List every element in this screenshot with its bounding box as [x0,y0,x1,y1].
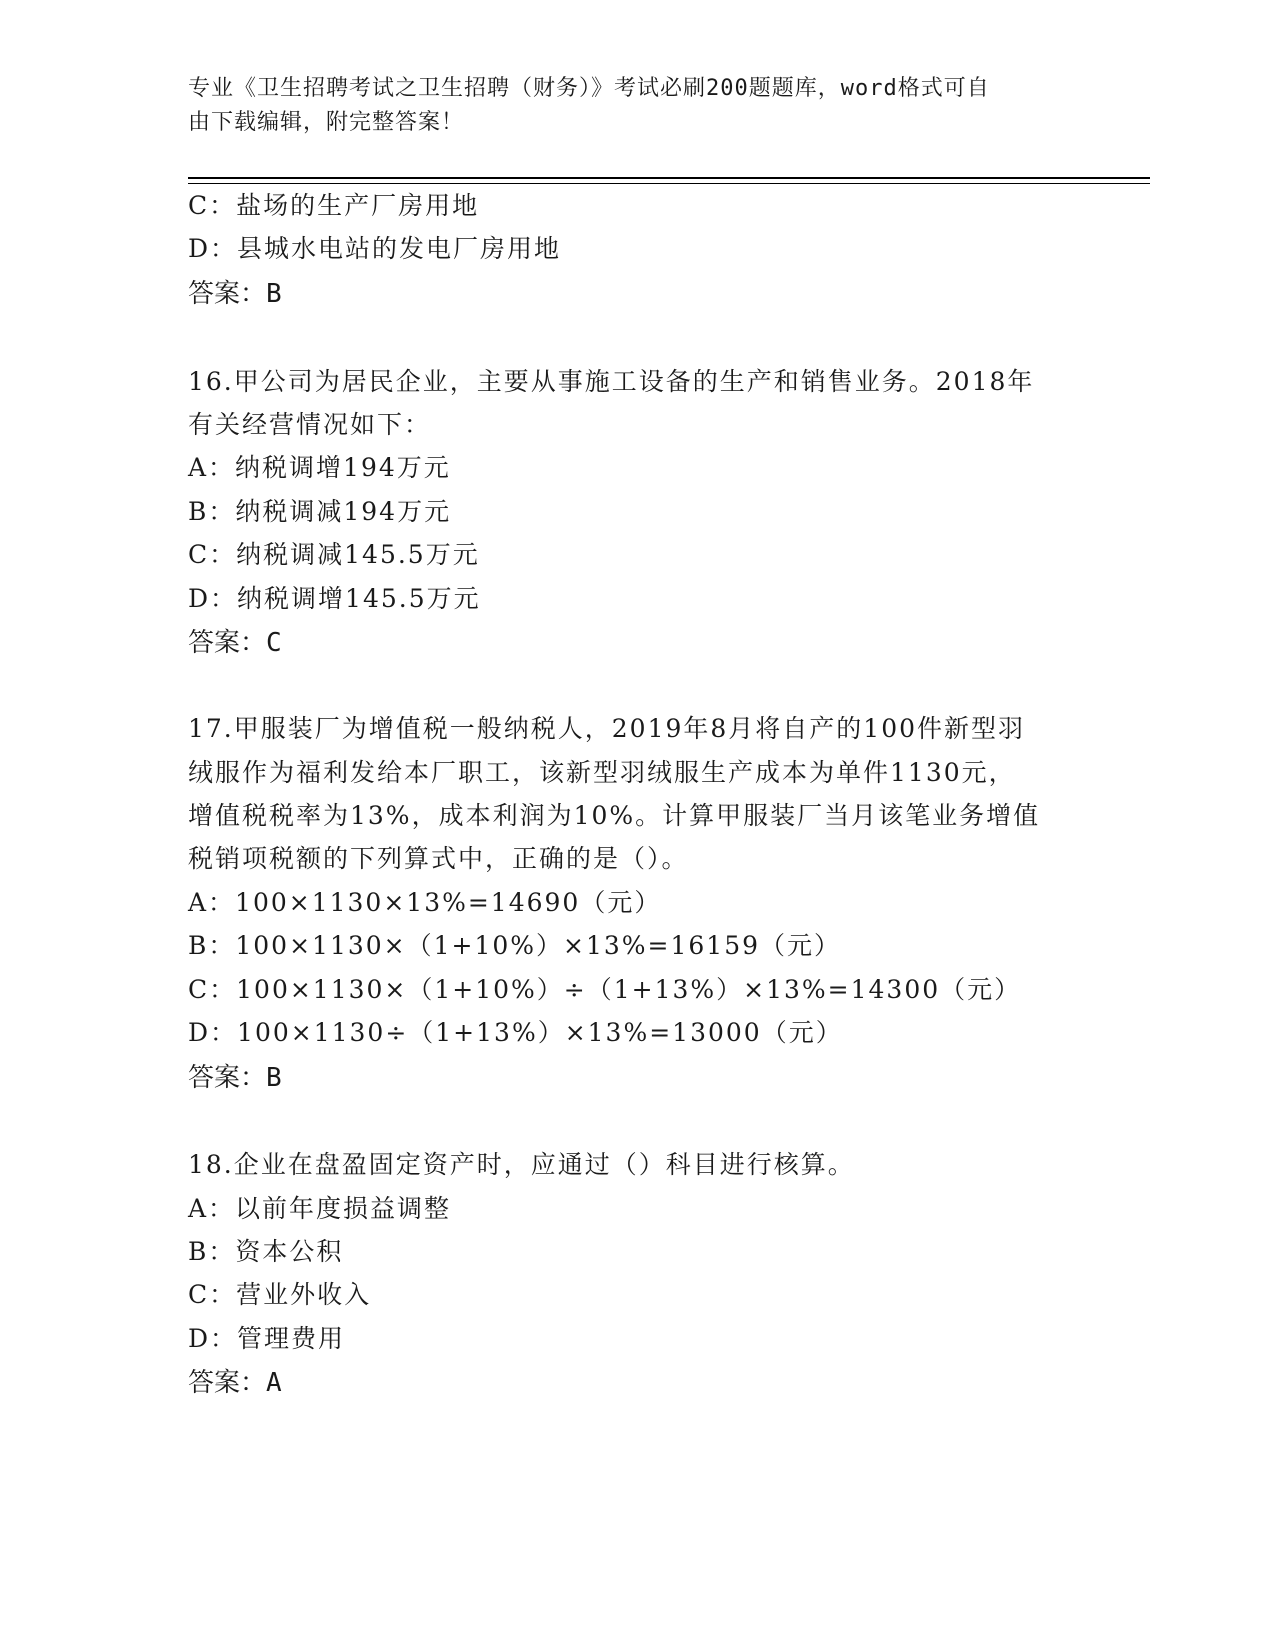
header-divider-thin [188,183,1150,184]
q18-stem-line-1: 18.企业在盘盈固定资产时，应通过（）科目进行核算。 [188,1150,855,1179]
q17-stem-line-2: 绒服作为福利发给本厂职工，该新型羽绒服生产成本为单件1130元， [188,758,1016,787]
q15-answer: 答案：B [188,279,282,309]
q16-option-c: C：纳税调减145.5万元 [188,540,480,569]
header-divider-thick [188,177,1150,179]
q17-stem-line-4: 税销项税额的下列算式中，正确的是（）。 [188,844,689,873]
q18-option-c: C：营业外收入 [188,1280,372,1309]
q16-option-a: A：纳税调增194万元 [188,453,451,482]
q18-option-d: D：管理费用 [188,1324,346,1353]
q17-answer: 答案：B [188,1063,282,1093]
q16-stem-line-2: 有关经营情况如下： [188,410,432,439]
q17-option-a: A：100×1130×13%=14690（元） [188,888,662,917]
q17-stem-line-1: 17.甲服装厂为增值税一般纳税人，2019年8月将自产的100件新型羽 [188,714,1026,743]
q16-option-b: B：纳税调减194万元 [188,497,452,526]
document-header [188,72,1068,140]
q16-option-d: D：纳税调增145.5万元 [188,584,481,613]
q18-option-a: A：以前年度损益调整 [188,1194,452,1223]
q18-answer: 答案：A [188,1368,282,1398]
q17-option-d: D：100×1130÷（1+13%）×13%=13000（元） [188,1018,843,1047]
header-line-1: 专业《卫生招聘考试之卫生招聘（财务）》考试必刷200题题库，word格式可自 [188,76,990,101]
q18-option-b: B：资本公积 [188,1237,344,1266]
q15-option-d: D：县城水电站的发电厂房用地 [188,234,562,263]
header-line-2: 由下载编辑，附完整答案！ [188,110,465,135]
q17-option-c: C：100×1130×（1+10%）÷（1+13%）×13%=14300（元） [188,975,1022,1004]
q17-option-b: B：100×1130×（1+10%）×13%=16159（元） [188,931,842,960]
q15-option-c: C：盐场的生产厂房用地 [188,191,480,220]
q17-stem-line-3: 增值税税率为13%，成本利润为10%。计算甲服装厂当月该笔业务增值 [188,801,1041,830]
q16-answer: 答案：C [188,628,282,658]
q16-stem-line-1: 16.甲公司为居民企业，主要从事施工设备的生产和销售业务。2018年 [188,367,1035,396]
